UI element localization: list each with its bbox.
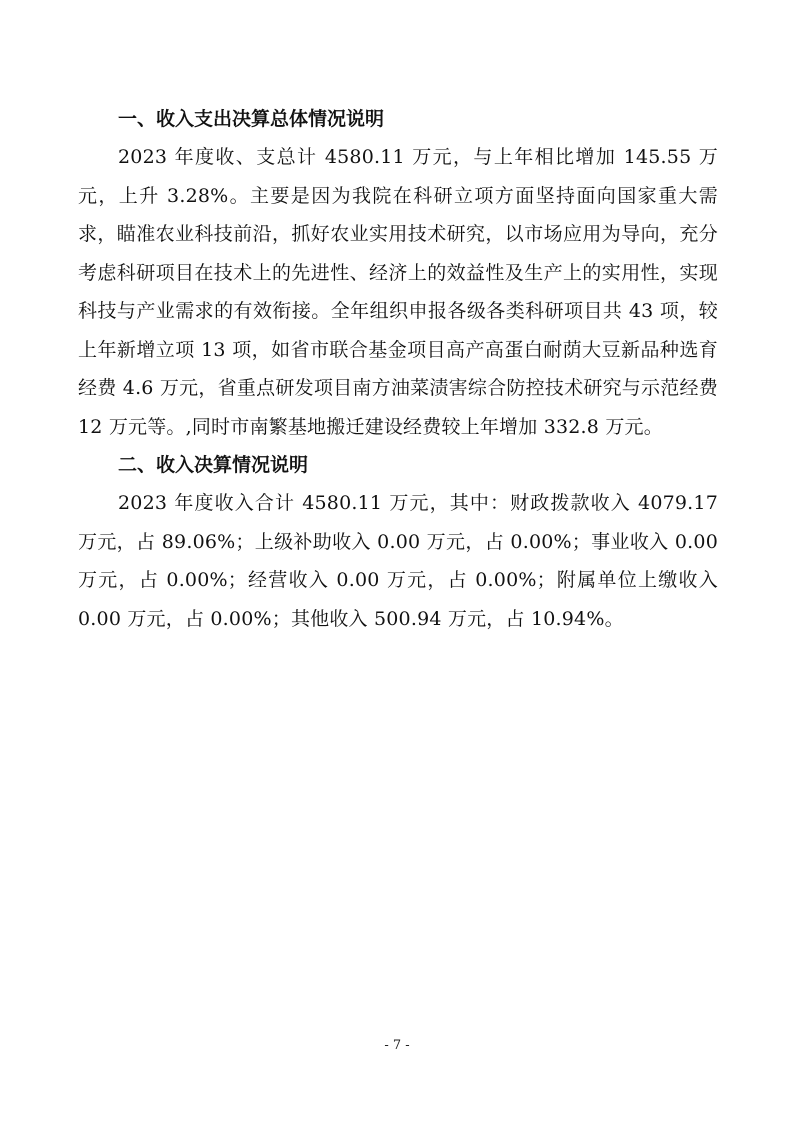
section-heading-overview: 一、收入支出决算总体情况说明 xyxy=(118,108,385,130)
section-heading-income: 二、收入决算情况说明 xyxy=(118,454,309,476)
document-content xyxy=(78,100,718,638)
section-paragraph-income: 2023 年度收入合计 4580.11 万元，其中：财政拨款收入 4079.17 万元，占 89.06%；上级补助收入 0.00 万元，占 0.00%；事业收入 0.00 万元，占 0.00%；经营收入 0.00 万元，占 0.00%；附属单位上缴收入 0.00 万元，占 0.00%；其他收入 500.94 万元，占 10.94%。 xyxy=(78,492,718,630)
section-paragraph-overview: 2023 年度收、支总计 4580.11 万元，与上年相比增加 145.55 万元，上升 3.28%。主要是因为我院在科研立项方面坚持面向国家重大需求，瞄准农业科技前沿，抓好农业实用技术研究，以市场应用为导向，充分考虑科研项目在技术上的先进性、经济上的效益性及生产上的实用性，实现科技与产业需求的有效衔接。全年组织申报各级各类科研项目共 43 项，较上年新增立项 13 项，如省市联合基金项目高产高蛋白耐荫大豆新品种选育经费 4.6 万元，省重点研发项目南方油菜渍害综合防控技术研究与示范经费 12 万元等。,同时市南繁基地搬迁建设经费较上年增加 332.8 万元。 xyxy=(78,146,718,438)
page-number: - 7 - xyxy=(384,1038,410,1053)
